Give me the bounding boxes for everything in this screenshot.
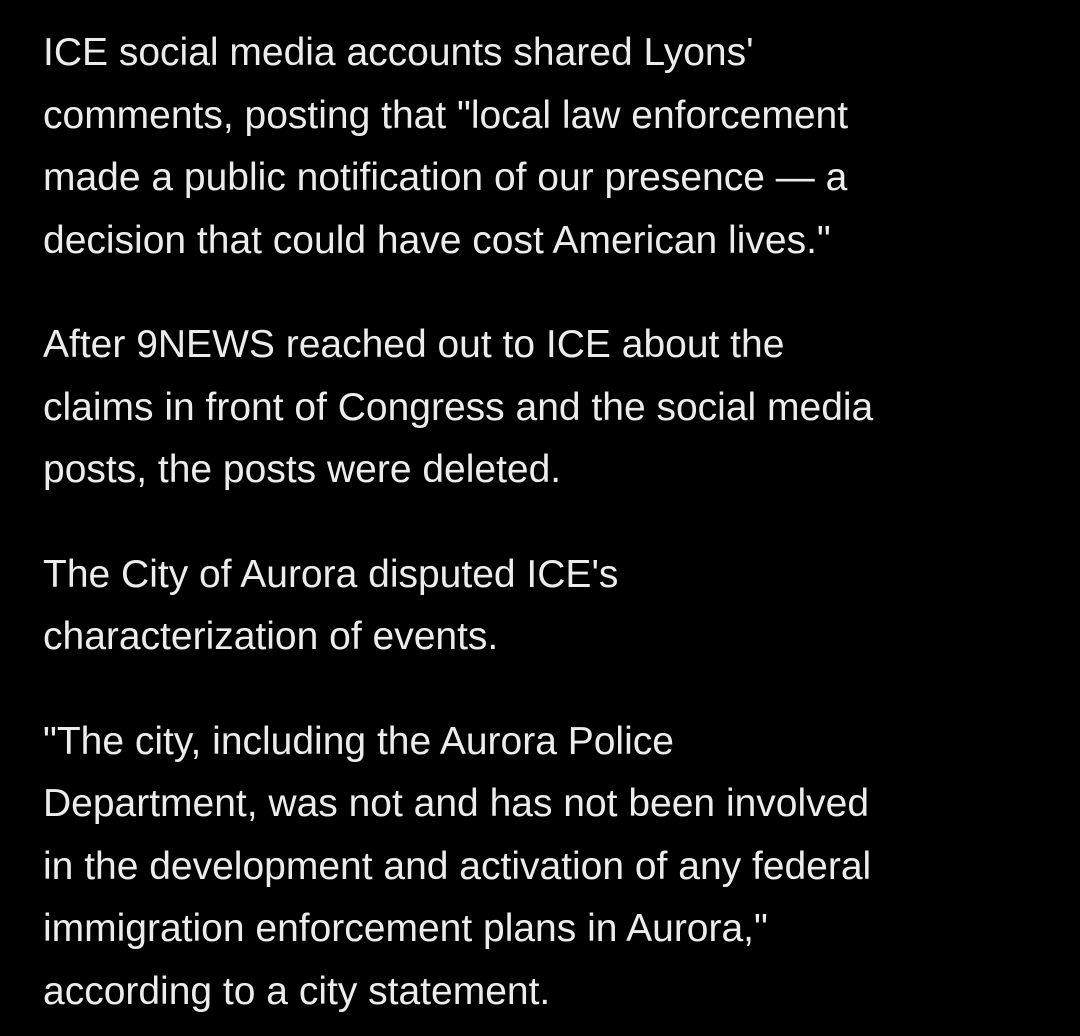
paragraph-aurora-dispute: The City of Aurora disputed ICE's characterization of events. — [43, 552, 619, 658]
paragraph-9news-outreach: After 9NEWS reached out to ICE about the claims in front of Congress and the social media posts, the posts were deleted. — [43, 323, 874, 491]
paragraph-ice-social-media: ICE social media accounts shared Lyons' comments, posting that "local law enforcement made a public notification of our presence — a decision that could have cost American lives." — [43, 31, 849, 262]
article-body — [43, 22, 1043, 1023]
paragraph-city-statement: "The city, including the Aurora Police Department, was not and has not been involved in the development and activation of any federal immigration enforcement plans in Aurora," according to a city statement. — [43, 719, 872, 1013]
